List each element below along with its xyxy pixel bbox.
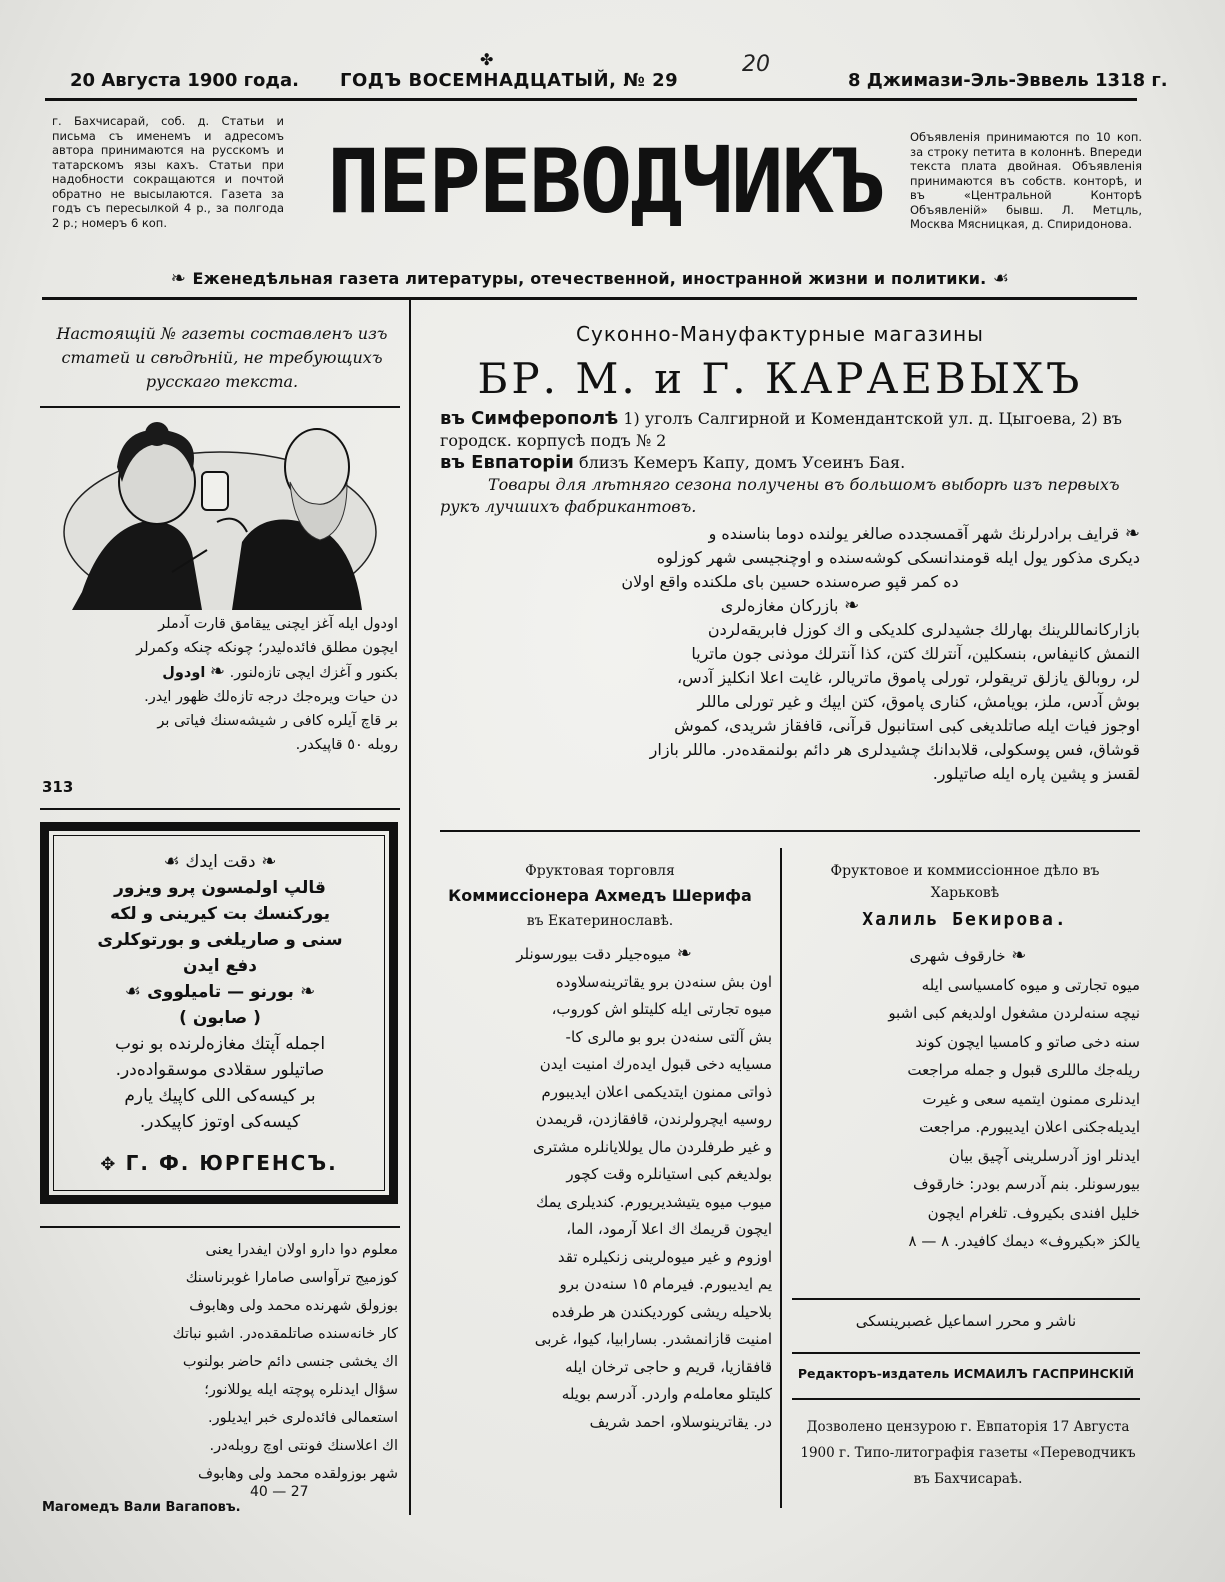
- ad-line: استعمالی فائدەلری خبر ایدیلور.: [208, 1410, 398, 1426]
- subscription-notice: г. Бахчисарай, соб. д. Статьи и письма съ именемъ и адресомъ автора принимаются на русскомъ и татарскомъ язы кахъ. Статьи при надобности сокращаются и почтой обратно не высылаются. Газета за годъ съ пересылкой 4 р., за полгода 2 р.; номеръ 6 коп.: [52, 114, 284, 230]
- box-product-text: بورنو — تامیلووی: [147, 982, 294, 1002]
- store-city-simferopol: въ Симферополѣ: [440, 408, 619, 429]
- store-goods-note: Товары для лѣтняго сезона получены въ большомъ выборѣ изъ первыхъ рукъ лучшихъ фабрикантовъ.: [440, 475, 1120, 516]
- box-line: دفع ایدن: [183, 956, 257, 976]
- mid-ar-line: یم ایدیبورم. فیرمام ١٥ سنەدن برو: [559, 1275, 772, 1293]
- header-top-rule: [45, 98, 1137, 101]
- ad2-number: 40 — 27: [250, 1484, 309, 1500]
- handwritten-number: 20: [742, 52, 770, 77]
- store-ar-line: لر، روبالق یازلق تریقولر، تورلی پاموق ماتریالر، غایت اعلا انکلیز آدس،: [676, 668, 1140, 687]
- ornament-icon: ✥: [100, 1154, 126, 1175]
- mid-ar-line: قافقازیا، قریم و حاجی ترخان ایله: [565, 1357, 772, 1376]
- box-line: کیسەکی اوتوز کاپیکدر.: [139, 1112, 301, 1132]
- store-address-2: близъ Кемеръ Капу, домъ Усеинъ Бая.: [579, 453, 906, 472]
- mid-ar-line: و غیر طرفلردن مال یوللایانلره مشتری: [533, 1137, 772, 1156]
- store-ar-line: بوش آدس، ملز، بویامش، کناری پاموق، کتن ایپك و غیر تورلی ماللر: [697, 692, 1140, 711]
- censorship-notice: Дозволено цензурою г. Евпаторія 17 Августа 1900 г. Типо-литографія газеты «Переводчикъ въ Бахчисараѣ.: [800, 1419, 1136, 1487]
- odol-advertisement: [42, 612, 398, 757]
- store-ar-line: بازارکانماللرینك بهارلك جشیدلری کلدیکی و اك کوزل فابریقەلردن: [707, 620, 1140, 639]
- right-ar-line: سنه دخی صاتو و کامسیا ایچون کوند: [915, 1032, 1140, 1051]
- halil-bekirov-text: [796, 942, 1140, 1256]
- ad-line: سؤال ایدنلره پوچته ایله یوللانور؛: [204, 1382, 398, 1398]
- issue-year-number: ГОДЪ ВОСЕМНАДЦАТЫЙ, № 29: [340, 70, 679, 91]
- ad-line: کوزمیج ترآواسی صامارا غوبرناسنك: [185, 1270, 398, 1286]
- store-ar-line-text: قرایف برادرلرنك شهر آقمسجدده صالغر یولنده دوما بناسنده و: [708, 524, 1120, 543]
- note-line: Настоящій № газеты составленъ изъ: [56, 324, 388, 343]
- advertising-notice: Объявленія принимаются по 10 коп. за строку петита в колоннѣ. Впереди текста плата двойная. Объявленія принимаются въ собств. конторѣ, и въ «Центральной Конторѣ Объявленій» бывш. Л. Метцль, Москва Мясницкая, д. Спиридонова.: [910, 130, 1142, 231]
- store-ar-line: لقسز و پشین پاره ایله صاتیلور.: [932, 764, 1140, 783]
- issue-note: [42, 322, 402, 394]
- box-line: صاتیلور سقلادی موسقوادەدر.: [115, 1060, 325, 1080]
- ahmed-sherif-text: [436, 940, 772, 1436]
- right-ar-line: یالکز «بکیروف» دیمك کافیدر. ٨ — ٨: [908, 1232, 1140, 1250]
- right-ar-line: ایدنلر اوز آدرسلرینی آچیق بیان: [948, 1146, 1140, 1165]
- box-line: قالپ اولمسون پرو ویزور: [114, 878, 326, 898]
- store-ar-line: [440, 522, 1140, 546]
- ephedra-advertisement: [42, 1236, 398, 1488]
- editor-publisher: Редакторъ-издатель ИСМАИЛЪ ГАСПРИНСКІЙ: [797, 1366, 1135, 1381]
- right-ar-line: ریلەجك ماللری قبول و جمله مراجعت: [907, 1061, 1140, 1079]
- box-heading: [69, 849, 371, 875]
- odol-heading: اودول: [162, 665, 206, 681]
- right-ar-heading: [796, 942, 1140, 971]
- ornament-icon: ❧: [255, 851, 277, 872]
- mid-ar-line: بش آلتی سنەدن برو بو مالری کا-: [565, 1027, 772, 1046]
- right-ar-line: ایدیلەجکنی اعلان ایدیبورم. مراجعت: [918, 1118, 1140, 1136]
- yurgens-soap-ad: [40, 822, 398, 1204]
- fruit-trade-heading: [430, 860, 770, 932]
- hijri-date: 8 Джимази-Эль-Эввель 1318 г.: [848, 70, 1168, 91]
- box-heading-text: دقت ایدك: [185, 852, 256, 872]
- publisher-rule-mid: [792, 1352, 1140, 1354]
- note-line: русскаго текста.: [145, 372, 299, 391]
- box-signature: [49, 1151, 389, 1175]
- store-city-evpatoria: въ Евпаторіи: [440, 452, 574, 473]
- ad-rule: [40, 808, 400, 810]
- mid-ar-line: میوه تجارتی ایله کلیتلو اش کوروب،: [551, 1000, 772, 1018]
- ad2-signature: Магомедъ Вали Вагаповъ.: [42, 1500, 241, 1515]
- right-ar-line: بیورسونلر. بنم آدرسم بودر: خارقوف: [912, 1175, 1140, 1193]
- store-ar-line: اوجوز فیات ایله صاتلدیغی کبی استانبول قرآنی، قافقاز شریدی، کموش: [674, 716, 1140, 735]
- ad-line: ایچون مطلق فائدەلیدر؛ چونکه چنکه وکمرلر: [136, 640, 398, 656]
- ornament-icon: ❧: [293, 981, 316, 1002]
- ad-line: شهر بوزولقده محمد ولی وهابوف: [197, 1466, 398, 1482]
- right-ar-line: ایدنلری ممنون ایتمیه سعی و غیرت: [922, 1089, 1140, 1108]
- mid-ar-line: در. یقاترینوسلاو، احمد شریف: [589, 1412, 772, 1431]
- box-bottom-rule: [40, 1226, 400, 1228]
- box-line: سنی و صاریلغی و بورتوکلری: [97, 930, 343, 950]
- masthead-title: ПЕРЕВОДЧИКЪ: [327, 130, 883, 233]
- publisher-rule-top: [792, 1298, 1140, 1300]
- ad-line: بوزولق شهرنده محمد ولی وهابوف: [189, 1298, 398, 1314]
- ornament-icon: ❧: [1119, 523, 1140, 544]
- store-heading-small: Суконно-Мануфактурные магазины: [576, 322, 984, 346]
- illustration-old-couple: [62, 412, 378, 610]
- mid-ar-line: ذواتی ممنون ایتدیکمی اعلان ایدیبورم: [541, 1082, 772, 1101]
- store-ar-line: دیکری مذکور یول ایله قومندانسکی کوشەسنده و اوچنجیسی شهر کوزلوه: [656, 548, 1140, 567]
- ad-line: کار خانەسنده صاتلمقدەدر. اشبو نباتك: [172, 1326, 398, 1342]
- mid-ar-line: امنیت قازانمشدر. بسارابیا، کیوا، غربی: [534, 1330, 772, 1348]
- box-signature-text: Г. Ф. ЮРГЕНСЪ.: [125, 1151, 338, 1175]
- merchant-name: Халиль Бекирова.: [862, 909, 1068, 930]
- store-arabic-text: [440, 522, 1140, 786]
- kharkov-heading: [790, 860, 1140, 936]
- right-ar-line: خلیل افندی بکیروف. تلغرام ایچون: [927, 1203, 1140, 1222]
- mid-ar-line: مسیایه دخی قبول ایدەرك امنیت ایدن: [539, 1055, 772, 1073]
- column-divider: [409, 300, 411, 1515]
- heading-line: въ Екатеринославѣ.: [526, 913, 674, 929]
- box-line: یورکنسك بت کیرینی و لکه: [110, 904, 330, 924]
- mid-ar-heading-text: میوەجیلر دقت بیورسونلر: [516, 945, 671, 963]
- box-content: [69, 849, 371, 1135]
- mid-ar-line: ایچون قریمك اك اعلا آرمود، الما،: [566, 1220, 772, 1238]
- store-bottom-rule: [440, 830, 1140, 832]
- note-rule: [40, 406, 400, 408]
- ornament-icon: ❧: [670, 943, 692, 964]
- star-ornament-icon: ✤: [480, 50, 494, 69]
- header-bottom-rule: [42, 297, 1137, 300]
- mid-ar-line: روسیه ایچرولرندن، قافقازدن، قریمدن: [535, 1110, 772, 1128]
- ornament-right-icon: ☙: [986, 268, 1010, 289]
- store-ar-line: قوشاق، فس پوسکولی، قلابدانك چشیدلری هر دائم بولنمقدەدر. ماللر بازار: [649, 740, 1140, 759]
- mid-ar-line: بلاحیله ریشی کوردیکندن هر طرفده: [551, 1302, 772, 1321]
- ad-line-text: بکنور و آغزك ایچی تازەلنور.: [229, 665, 398, 681]
- box-line: بر کیسەکی اللی کاپیك یارم: [124, 1086, 316, 1106]
- mid-ar-line: بولدیغم کبی استیانلره وقت کچور: [566, 1165, 772, 1183]
- publisher-rule-bottom: [792, 1398, 1140, 1400]
- mid-ar-heading: [436, 940, 772, 969]
- heading-line: Фруктовое и коммиссіонное дѣло въ: [830, 863, 1100, 879]
- store-ar-heading-text: بازرکان مغازەلری: [720, 596, 839, 615]
- issue-date: 20 Августа 1900 года.: [70, 70, 299, 91]
- ad-number: 313: [42, 778, 74, 796]
- note-line: статей и свѣдѣній, не требующихъ: [61, 348, 383, 367]
- ornament-icon: ☙: [163, 851, 186, 872]
- ad-line: معلوم دوا دارو اولان ایفدرا یعنی: [205, 1242, 398, 1258]
- ad-line: [42, 660, 398, 685]
- ad-line: اك اعلاسنك فونتی اوچ روبلەدر.: [209, 1438, 398, 1454]
- ad-line: روبله ٥٠ قاپیکدر.: [295, 737, 398, 753]
- mid-ar-line: کلیتلو معاملەم واردر. آدرسم بویله: [561, 1385, 772, 1403]
- store-heading-large: БР. М. и Г. КАРАЕВЫХЪ: [477, 354, 1083, 403]
- store-ar-line: ده کمر قپو صرەسنده حسین بای ملکنده واقع اولان: [621, 572, 959, 591]
- store-ar-heading: [440, 594, 1140, 618]
- newspaper-subtitle: [45, 268, 1135, 289]
- heading-line: Харьковѣ: [930, 885, 1000, 901]
- ornament-icon: ☙: [124, 981, 148, 1002]
- store-address-1: 1) уголъ Салгирной и Комендантской ул. д. Цыгоева, 2) въ городск. корпусѣ подъ № 2: [440, 409, 1122, 450]
- store-ar-line: النمش کانیفاس، بنسکلین، آنترلك کتن، کذا آنترلك موذنی جون ماتریا: [691, 644, 1140, 663]
- right-ar-heading-text: خارقوف شهری: [909, 947, 1006, 965]
- box-product: [69, 979, 371, 1005]
- ad-line: اودول ایله آغز ایچنی ییقامق قارت آدملر: [158, 616, 398, 632]
- ad-line: بر قاچ آیلره کافی ر شیشەسنك فیاتی بر: [157, 713, 398, 729]
- mid-ar-line: میوب میوه یتیشدیریورم. کندیلری یمك: [535, 1192, 772, 1211]
- publisher-arabic: ناشر و محرر اسماعیل غصبرینسکی: [855, 1312, 1077, 1330]
- ornament-icon: ❧: [209, 661, 226, 682]
- right-ar-line: میوه تجارتی و میوه کامسیاسی ایله: [921, 975, 1140, 994]
- subtitle-text: Еженедѣльная газета литературы, отечественной, иностранной жизни и политики.: [192, 269, 987, 288]
- ad-line: دن حیات ویرەجك درجه تازەلك ظهور ایدر.: [144, 689, 398, 705]
- mid-ar-line: اون بش سنەدن برو یقاترینەسلاوده: [555, 972, 772, 991]
- heading-line: Фруктовая торговля: [525, 863, 675, 879]
- box-line: اجمله آپتك مغازەلرنده بو نوب: [114, 1034, 326, 1054]
- ad-line: اك یخشی جنسی دائم حاضر بولنوب: [182, 1354, 398, 1370]
- inner-column-divider: [780, 848, 782, 1508]
- ornament-icon: ❧: [838, 595, 860, 616]
- right-ar-line: نیچه سنەلردن مشغول اولدیغم کبی اشبو: [888, 1004, 1140, 1022]
- ornament-left-icon: ❧: [170, 268, 193, 289]
- store-addresses: [440, 408, 1140, 518]
- ornament-icon: ❧: [1005, 945, 1027, 966]
- merchant-name: Коммиссіонера Ахмедъ Шерифа: [448, 886, 752, 905]
- box-product-sub: ( صابون ): [179, 1008, 261, 1028]
- mid-ar-line: اوزوم و غیر میوەلرینی زنکیلره تقد: [557, 1247, 772, 1266]
